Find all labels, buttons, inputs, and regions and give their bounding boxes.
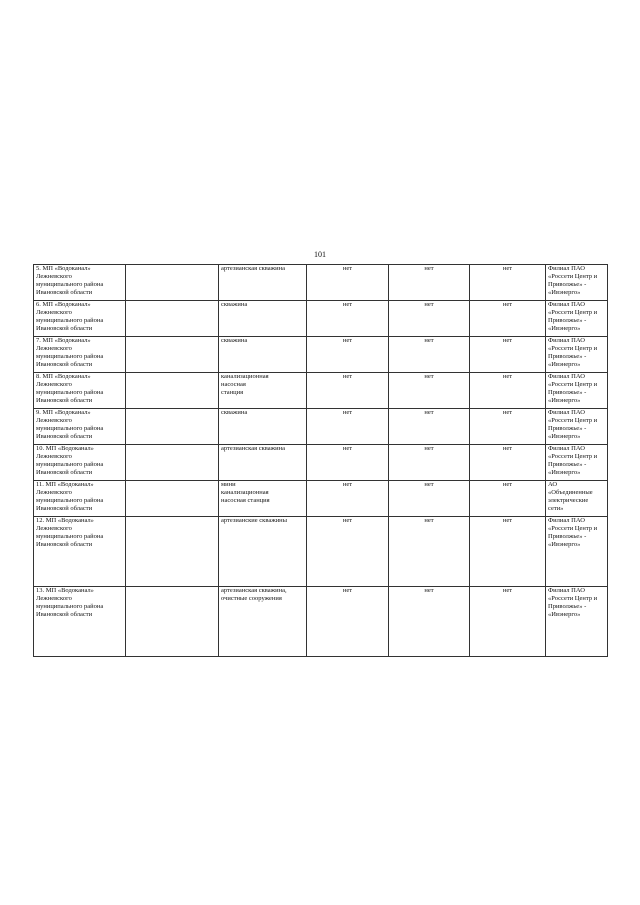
status-cell <box>307 517 389 587</box>
status-cell <box>307 337 389 373</box>
status-cell <box>389 409 470 445</box>
org-cell-text: 6. МП «Водоканал» Лежневского муниципального района Ивановской области <box>36 301 104 332</box>
status-cell-text: нет <box>342 265 353 272</box>
object-cell-text: скважина <box>221 301 248 308</box>
status-cell <box>470 587 546 657</box>
supplier-cell <box>546 373 608 409</box>
table-row <box>34 481 608 517</box>
org-cell <box>34 373 126 409</box>
empty-cell <box>126 337 219 373</box>
status-cell <box>389 337 470 373</box>
status-cell <box>307 481 389 517</box>
empty-cell <box>126 301 219 337</box>
supplier-cell <box>546 409 608 445</box>
status-cell-text: нет <box>502 481 513 488</box>
status-cell-text: нет <box>342 587 353 594</box>
table-row <box>34 337 608 373</box>
object-cell-text: скважина <box>221 409 248 416</box>
data-table <box>33 264 608 657</box>
status-cell-text: нет <box>502 373 513 380</box>
supplier-cell <box>546 445 608 481</box>
status-cell <box>389 587 470 657</box>
org-cell-text: 7. МП «Водоканал» Лежневского муниципального района Ивановской области <box>36 337 104 368</box>
status-cell-text: нет <box>502 517 513 524</box>
status-cell <box>389 301 470 337</box>
status-cell <box>389 373 470 409</box>
org-cell <box>34 517 126 587</box>
table-row <box>34 301 608 337</box>
supplier-cell-text: Филиал ПАО «Россети Центр и Приволжье» - «Ивэнерго» <box>548 373 598 404</box>
status-cell <box>470 301 546 337</box>
empty-cell <box>126 481 219 517</box>
org-cell <box>34 265 126 301</box>
supplier-cell <box>546 337 608 373</box>
org-cell-text: 9. МП «Водоканал» Лежневского муниципального района Ивановской области <box>36 409 104 440</box>
supplier-cell <box>546 587 608 657</box>
object-cell <box>219 445 307 481</box>
object-cell-text: скважина <box>221 337 248 344</box>
supplier-cell <box>546 517 608 587</box>
object-cell <box>219 337 307 373</box>
supplier-cell-text: Филиал ПАО «Россети Центр и Приволжье» - «Ивэнерго» <box>548 265 598 296</box>
object-cell-text: артезианская скважина <box>221 265 285 272</box>
object-cell <box>219 301 307 337</box>
table-row <box>34 265 608 301</box>
status-cell-text: нет <box>424 445 434 452</box>
supplier-cell-text: Филиал ПАО «Россети Центр и Приволжье» - «Ивэнерго» <box>548 517 598 548</box>
status-cell-text: нет <box>342 481 353 488</box>
table-row <box>34 373 608 409</box>
org-cell-text: 10. МП «Водоканал» Лежневского муниципального района Ивановской области <box>36 445 104 476</box>
supplier-cell-text: Филиал ПАО «Россети Центр и Приволжье» - «Ивэнерго» <box>548 587 598 618</box>
object-cell-text: артезианские скважины <box>221 517 288 524</box>
org-cell-text: 5. МП «Водоканал» Лежневского муниципального района Ивановской области <box>36 265 104 296</box>
status-cell <box>470 409 546 445</box>
supplier-cell-text: Филиал ПАО «Россети Центр и Приволжье» - «Ивэнерго» <box>548 337 598 368</box>
object-cell <box>219 517 307 587</box>
status-cell-text: нет <box>502 337 513 344</box>
status-cell <box>470 445 546 481</box>
status-cell <box>307 265 389 301</box>
status-cell-text: нет <box>502 301 513 308</box>
supplier-cell-text: Филиал ПАО «Россети Центр и Приволжье» - «Ивэнерго» <box>548 409 598 440</box>
status-cell <box>470 481 546 517</box>
status-cell <box>389 481 470 517</box>
table-row <box>34 517 608 587</box>
status-cell-text: нет <box>424 337 434 344</box>
object-cell <box>219 587 307 657</box>
status-cell-text: нет <box>424 481 434 488</box>
status-cell <box>389 445 470 481</box>
table-row <box>34 445 608 481</box>
status-cell-text: нет <box>502 445 513 452</box>
status-cell-text: нет <box>342 337 353 344</box>
empty-cell <box>126 409 219 445</box>
status-cell-text: нет <box>424 373 434 380</box>
org-cell <box>34 337 126 373</box>
status-cell <box>470 373 546 409</box>
empty-cell <box>126 587 219 657</box>
object-cell <box>219 481 307 517</box>
supplier-cell-text: АО «Объединенные электрические сети» <box>548 481 593 512</box>
status-cell <box>307 587 389 657</box>
supplier-cell <box>546 265 608 301</box>
status-cell <box>307 409 389 445</box>
status-cell-text: нет <box>502 587 513 594</box>
status-cell-text: нет <box>424 301 434 308</box>
org-cell-text: 13. МП «Водоканал» Лежневского муниципального района Ивановской области <box>36 587 104 618</box>
object-cell-text: канализационная насосная станция <box>221 373 269 396</box>
object-cell-text: мини канализационная насосная станция <box>221 481 270 504</box>
org-cell <box>34 481 126 517</box>
status-cell-text: нет <box>424 265 434 272</box>
org-cell-text: 8. МП «Водоканал» Лежневского муниципального района Ивановской области <box>36 373 104 404</box>
empty-cell <box>126 517 219 587</box>
object-cell <box>219 409 307 445</box>
org-cell <box>34 587 126 657</box>
status-cell-text: нет <box>424 587 434 594</box>
status-cell <box>470 517 546 587</box>
object-cell <box>219 265 307 301</box>
table-body <box>34 265 608 657</box>
org-cell <box>34 301 126 337</box>
status-cell <box>389 265 470 301</box>
status-cell-text: нет <box>424 517 434 524</box>
supplier-cell-text: Филиал ПАО «Россети Центр и Приволжье» - «Ивэнерго» <box>548 445 598 476</box>
status-cell-text: нет <box>502 265 513 272</box>
status-cell <box>307 301 389 337</box>
empty-cell <box>126 373 219 409</box>
supplier-cell-text: Филиал ПАО «Россети Центр и Приволжье» - «Ивэнерго» <box>548 301 598 332</box>
supplier-cell <box>546 301 608 337</box>
status-cell-text: нет <box>424 409 434 416</box>
page-number: 101 <box>314 250 326 259</box>
org-cell-text: 11. МП «Водоканал» Лежневского муниципального района Ивановской области <box>36 481 104 512</box>
org-cell-text: 12. МП «Водоканал» Лежневского муниципального района Ивановской области <box>36 517 104 548</box>
empty-cell <box>126 445 219 481</box>
object-cell <box>219 373 307 409</box>
status-cell <box>307 445 389 481</box>
org-cell <box>34 409 126 445</box>
object-cell-text: артезианская скважина, очистные сооружения <box>221 587 287 602</box>
status-cell-text: нет <box>342 373 353 380</box>
status-cell <box>307 373 389 409</box>
status-cell-text: нет <box>342 517 353 524</box>
status-cell <box>389 517 470 587</box>
table-row <box>34 587 608 657</box>
object-cell-text: артезианская скважина <box>221 445 285 452</box>
status-cell-text: нет <box>342 301 353 308</box>
org-cell <box>34 445 126 481</box>
status-cell-text: нет <box>342 445 353 452</box>
status-cell <box>470 337 546 373</box>
status-cell-text: нет <box>502 409 513 416</box>
table-row <box>34 409 608 445</box>
supplier-cell <box>546 481 608 517</box>
empty-cell <box>126 265 219 301</box>
status-cell <box>470 265 546 301</box>
status-cell-text: нет <box>342 409 353 416</box>
